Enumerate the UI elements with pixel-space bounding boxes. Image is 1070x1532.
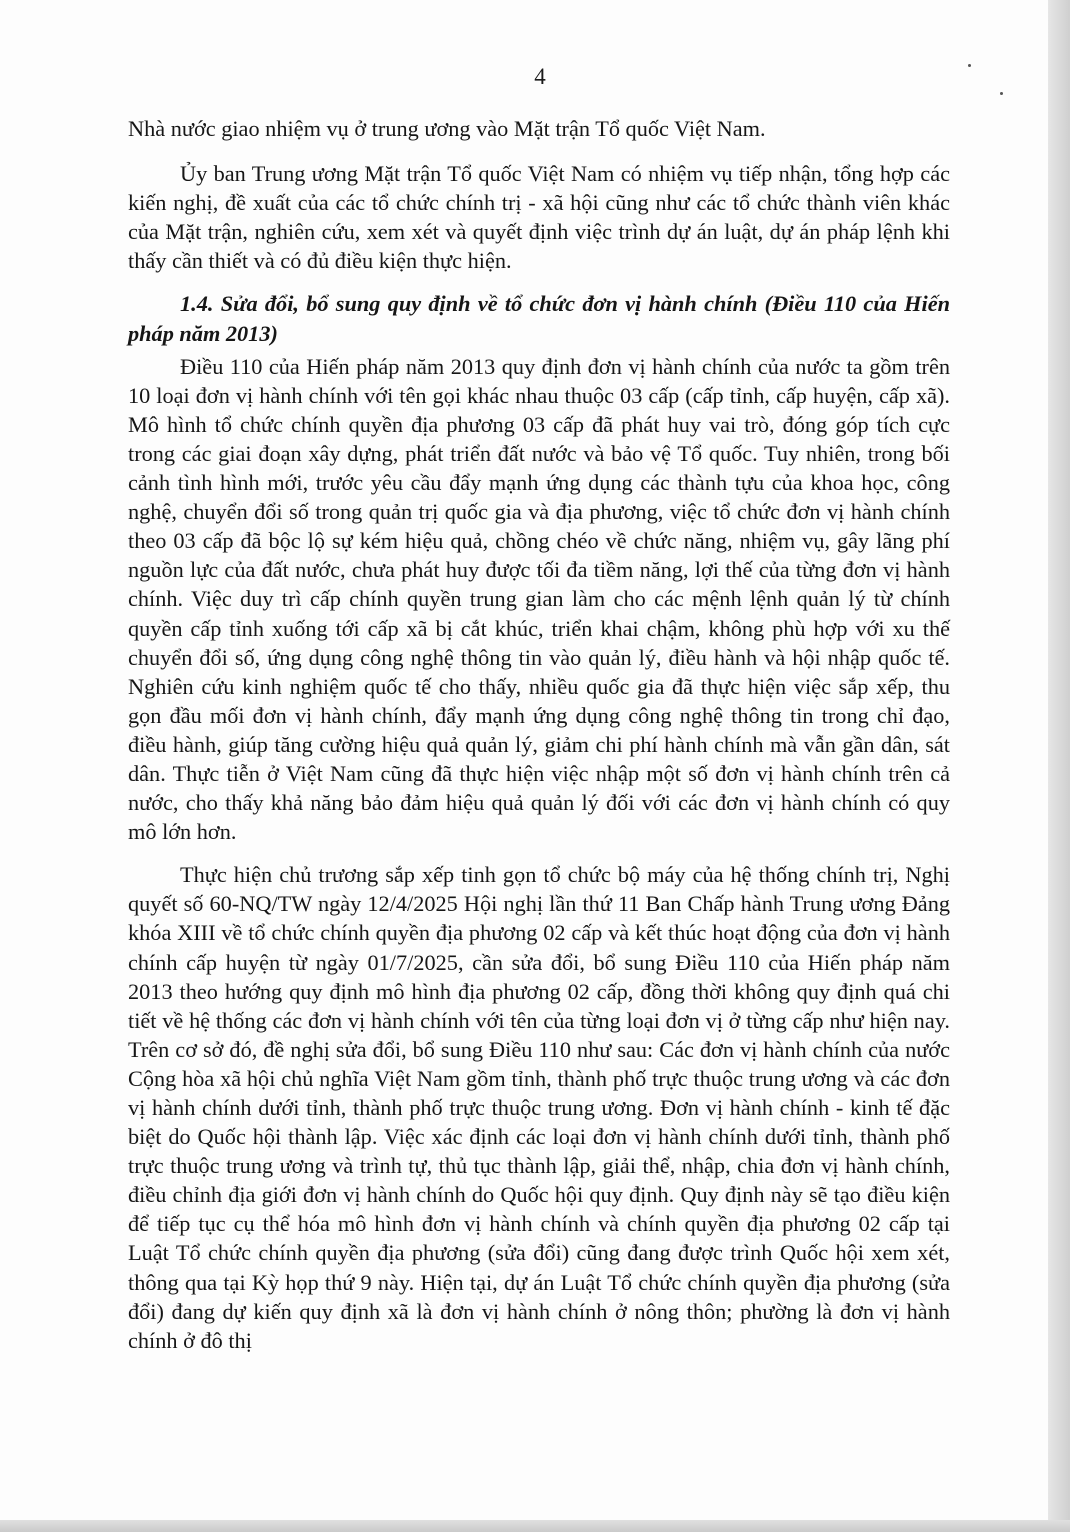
scan-speck	[1000, 92, 1003, 95]
scan-speck	[968, 64, 971, 67]
scan-edge-bottom	[0, 1520, 1070, 1532]
paragraph-article-110: Điều 110 của Hiến pháp năm 2013 quy định đơn vị hành chính của nước ta gồm trên 10 loại đơn vị hành chính với tên gọi khác nhau thuộc 03 cấp (cấp tỉnh, cấp huyện, cấp xã). Mô hình tổ chức chính quyền địa phương 03 cấp đã phát huy vai trò, đóng góp tích cực trong các giai đoạn xây dựng, phát triển đất nước và bảo vệ Tổ quốc. Tuy nhiên, trong bối cảnh tình hình mới, trước yêu cầu đẩy mạnh ứng dụng các thành tựu của khoa học, công nghệ, chuyển đổi số trong quản trị quốc gia và địa phương, việc tổ chức đơn vị hành chính theo 03 cấp đã bộc lộ sự kém hiệu quả, chồng chéo về chức năng, nhiệm vụ, gây lãng phí nguồn lực của đất nước, chưa phát huy được tối đa tiềm năng, lợi thế của từng đơn vị hành chính. Việc duy trì cấp chính quyền trung gian làm cho các mệnh lệnh quản lý từ chính quyền cấp tỉnh xuống tới cấp xã bị cắt khúc, triển khai chậm, không phù hợp với xu thế chuyển đổi số, ứng dụng công nghệ thông tin vào quản lý, điều hành và hội nhập quốc tế. Nghiên cứu kinh nghiệm quốc tế cho thấy, nhiều quốc gia đã thực hiện việc sắp xếp, thu gọn đầu mối đơn vị hành chính, đẩy mạnh ứng dụng công nghệ thông tin trong chỉ đạo, điều hành, giúp tăng cường hiệu quả quản lý, giảm chi phí hành chính mà vẫn gần dân, sát dân. Thực tiễn ở Việt Nam cũng đã thực hiện việc nhập một số đơn vị hành chính trên cả nước, cho thấy khả năng bảo đảm hiệu quả quản lý đối với các đơn vị hành chính có quy mô lớn hơn.	[128, 353, 950, 845]
scan-edge-right	[1048, 0, 1070, 1532]
document-body	[128, 114, 950, 1358]
paragraph-resolution-60: Thực hiện chủ trương sắp xếp tinh gọn tổ chức bộ máy của hệ thống chính trị, Nghị quyết số 60-NQ/TW ngày 12/4/2025 Hội nghị lần thứ 11 Ban Chấp hành Trung ương Đảng khóa XIII về tổ chức chính quyền địa phương 02 cấp và kết thúc hoạt động của đơn vị hành chính cấp huyện từ ngày 01/7/2025, cần sửa đổi, bổ sung Điều 110 của Hiến pháp năm 2013 theo hướng quy định mô hình địa phương 02 cấp, đồng thời không quy định quá chi tiết về hệ thống các đơn vị hành chính với tên của từng loại đơn vị ở từng cấp như hiện nay. Trên cơ sở đó, đề nghị sửa đổi, bổ sung Điều 110 như sau: Các đơn vị hành chính của nước Cộng hòa xã hội chủ nghĩa Việt Nam gồm tỉnh, thành phố trực thuộc trung ương và các đơn vị hành chính dưới tỉnh, thành phố trực thuộc trung ương. Đơn vị hành chính - kinh tế đặc biệt do Quốc hội thành lập. Việc xác định các loại đơn vị hành chính dưới tỉnh, thành phố trực thuộc trung ương và trình tự, thủ tục thành lập, giải thể, nhập, chia đơn vị hành chính, điều chỉnh địa giới đơn vị hành chính do Quốc hội quy định. Quy định này sẽ tạo điều kiện để tiếp tục cụ thể hóa mô hình đơn vị hành chính và chính quyền địa phương 02 cấp tại Luật Tổ chức chính quyền địa phương (sửa đổi) cũng đang được trình Quốc hội xem xét, thông qua tại Kỳ họp thứ 9 này. Hiện tại, dự án Luật Tổ chức chính quyền địa phương (sửa đổi) đang dự kiến quy định xã là đơn vị hành chính ở nông thôn; phường là đơn vị hành chính ở đô thị	[128, 862, 950, 1353]
paragraph-front-committee: Ủy ban Trung ương Mặt trận Tổ quốc Việt Nam có nhiệm vụ tiếp nhận, tổng hợp các kiến nghị, đề xuất của các tổ chức chính trị - xã hội cũng như các tổ chức thành viên khác của Mặt trận, nghiên cứu, xem xét và quyết định việc trình dự án luật, dự án pháp lệnh khi thấy cần thiết và có đủ điều kiện thực hiện.	[128, 161, 950, 274]
section-heading-1-4: 1.4. Sửa đổi, bổ sung quy định về tổ chức đơn vị hành chính (Điều 110 của Hiến pháp năm 2013)	[128, 291, 950, 346]
paragraph-continuation: Nhà nước giao nhiệm vụ ở trung ương vào Mặt trận Tổ quốc Việt Nam.	[128, 116, 766, 141]
page-number: 4	[534, 64, 546, 89]
